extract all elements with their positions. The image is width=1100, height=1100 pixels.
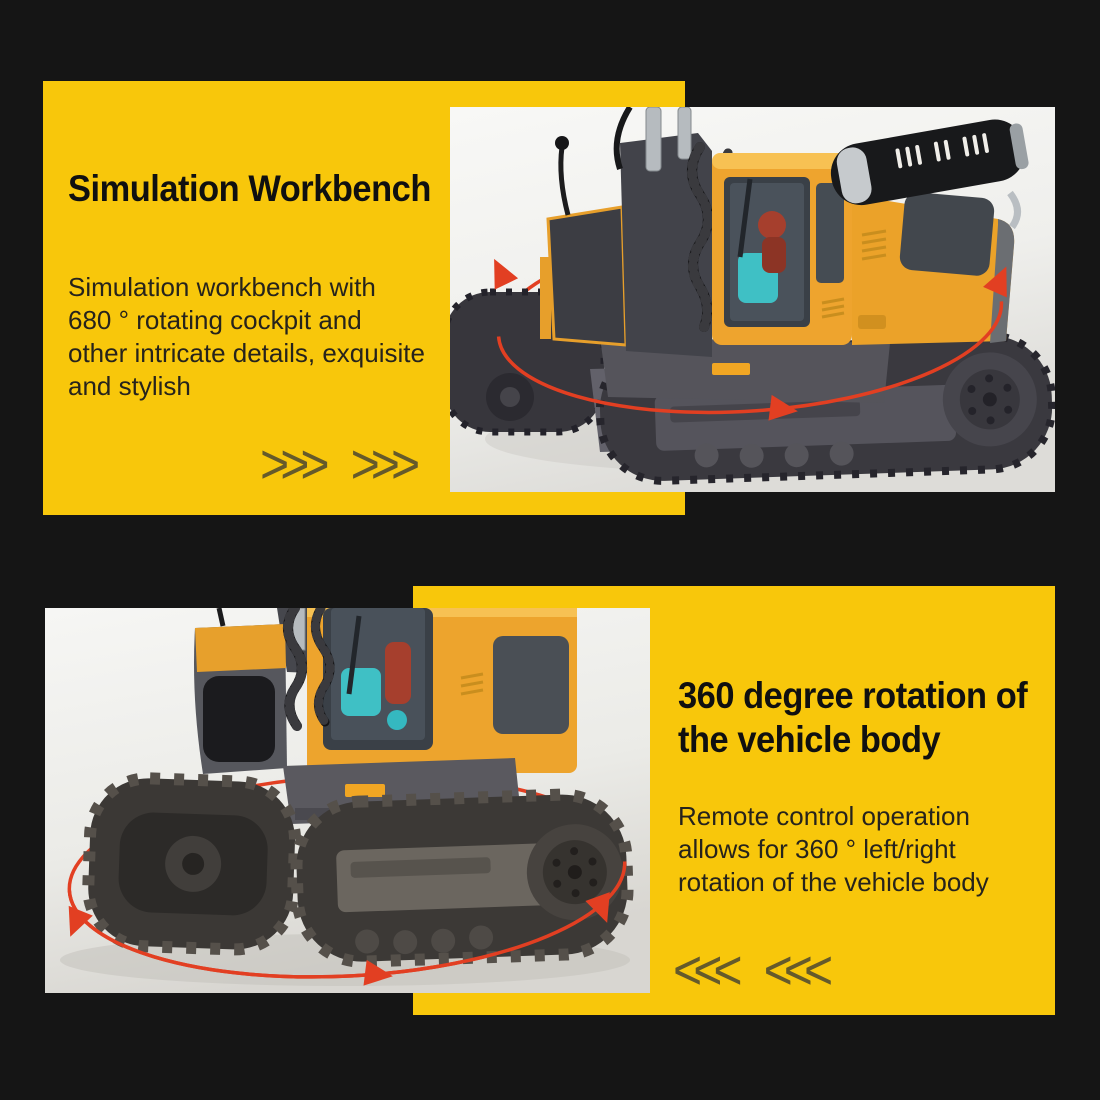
chevrons-right-icon bbox=[260, 432, 412, 496]
chevron-group: >>> bbox=[350, 432, 412, 496]
chevron-group: >>> bbox=[260, 432, 321, 496]
chevron-group: <<< bbox=[673, 938, 734, 1002]
engine-housing bbox=[852, 191, 1014, 345]
cockpit-cab bbox=[712, 153, 852, 345]
description-line: allows for 360 ° left/right bbox=[678, 834, 956, 864]
description-line: and stylish bbox=[68, 371, 191, 401]
heading-line: the vehicle body bbox=[678, 719, 941, 760]
top-feature-heading bbox=[68, 167, 431, 211]
description-line: other intricate details, exquisite bbox=[68, 338, 425, 368]
description-line: Simulation workbench with bbox=[68, 272, 376, 302]
heading-line: 360 degree rotation of bbox=[678, 675, 1028, 716]
excavator-photo-bottom bbox=[45, 608, 650, 993]
description-line: rotation of the vehicle body bbox=[678, 867, 989, 897]
excavator-photo-top bbox=[450, 107, 1055, 492]
bottom-feature-description bbox=[678, 800, 989, 899]
top-feature-description bbox=[68, 271, 425, 403]
chevrons-left-icon bbox=[673, 938, 825, 1002]
heading-line: Simulation Workbench bbox=[68, 168, 431, 209]
bottom-feature-heading bbox=[678, 674, 1027, 762]
right-track bbox=[294, 792, 629, 963]
left-track bbox=[86, 776, 297, 951]
counterweight bbox=[194, 608, 287, 774]
description-line: Remote control operation bbox=[678, 801, 970, 831]
description-line: 680 ° rotating cockpit and bbox=[68, 305, 362, 335]
cockpit-cab bbox=[307, 608, 577, 773]
chevron-group: <<< bbox=[763, 938, 825, 1002]
